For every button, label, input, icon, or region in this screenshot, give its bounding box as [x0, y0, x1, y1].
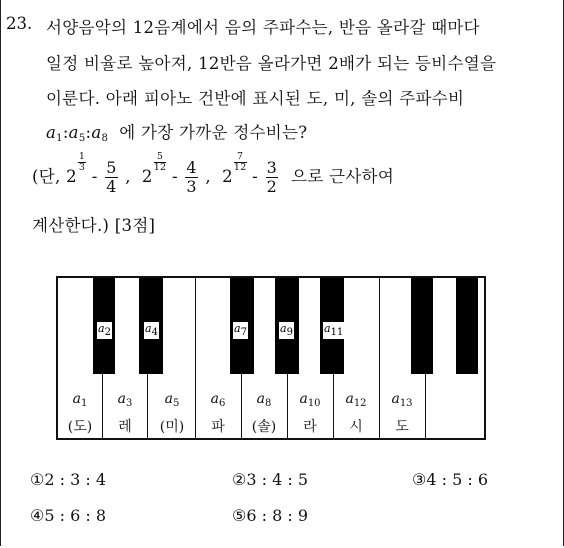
approx-2-value: $\frac{4}{3}$ [186, 158, 197, 196]
black-key-label: a2 [98, 322, 111, 338]
black-key [320, 278, 344, 374]
approx-3-exponent: $\frac{7}{12}$ [233, 151, 247, 173]
white-key-label: $a_3$ [117, 391, 133, 409]
approx-2-exponent: $\frac{5}{12}$ [153, 151, 167, 173]
black-key [275, 278, 299, 374]
black-key-label: a4 [145, 322, 158, 338]
note-name: (미) [159, 419, 185, 435]
white-key-label: $a_8$ [256, 391, 272, 409]
note-name: 라 [303, 419, 317, 435]
question-line-5: (단, 2 $\frac{1}{3}$ - $\frac{5}{4}$ , 2 $\frac{5}{12}$ - $\frac{4}{3}$ , 2 $\frac{7}{12}$ - $\frac{3}{2}$ 으로 근사하여 [32, 151, 395, 196]
black-key [230, 278, 254, 374]
choice-1[interactable]: ①2 : 3 : 4 [30, 470, 107, 489]
question-number: 23. [6, 14, 33, 33]
black-key-label: a11 [324, 322, 344, 338]
choice-4[interactable]: ④5 : 6 : 8 [30, 506, 107, 525]
choice-3[interactable]: ③4 : 5 : 6 [412, 470, 489, 489]
black-key [456, 278, 478, 374]
approx-3-value: $\frac{3}{2}$ [266, 158, 278, 196]
white-key-label: $a_5$ [164, 391, 180, 409]
black-key [139, 278, 163, 374]
question-line-1: 서양음악의 12음계에서 음의 주파수는, 반음 올라갈 때마다 [46, 18, 480, 37]
note-name: (도) [67, 419, 93, 435]
black-key [93, 278, 115, 374]
black-key-label: a7 [234, 322, 247, 338]
black-key-label: a9 [280, 322, 293, 338]
white-key-label: $a_6$ [210, 391, 226, 409]
white-key-label: $a_{10}$ [299, 391, 321, 409]
note-name: 레 [118, 419, 132, 435]
choice-5[interactable]: ⑤6 : 8 : 9 [232, 506, 309, 525]
ratio-expression: $a_1:a_5:a_8$ [46, 123, 109, 144]
question-line-2: 일정 비율로 높아져, 12반음 올라가면 2배가 되는 등비수열을 [46, 54, 497, 73]
question-line-4-tail: 에 가장 가까운 정수비는? [119, 123, 308, 142]
approx-1-value: $\frac{5}{4}$ [106, 158, 117, 196]
question-line-3: 이룬다. 아래 피아노 건반에 표시된 도, 미, 솔의 주파수비 [46, 89, 465, 108]
white-key-label: $a_{12}$ [345, 391, 367, 409]
question-line-4 [46, 119, 307, 144]
question-line-6: 계산한다.) [3점] [32, 216, 156, 235]
choice-2[interactable]: ②3 : 4 : 5 [232, 470, 309, 489]
note-name: (솔) [251, 419, 277, 435]
note-name: 도 [395, 419, 409, 435]
note-name: 시 [349, 419, 363, 435]
note-name: 파 [211, 419, 225, 435]
black-key [411, 278, 433, 374]
white-key-label: $a_1$ [72, 391, 88, 409]
approx-1-exponent: $\frac{1}{3}$ [78, 151, 86, 173]
piano-keyboard [56, 276, 486, 440]
white-key-label: $a_{13}$ [391, 391, 413, 409]
